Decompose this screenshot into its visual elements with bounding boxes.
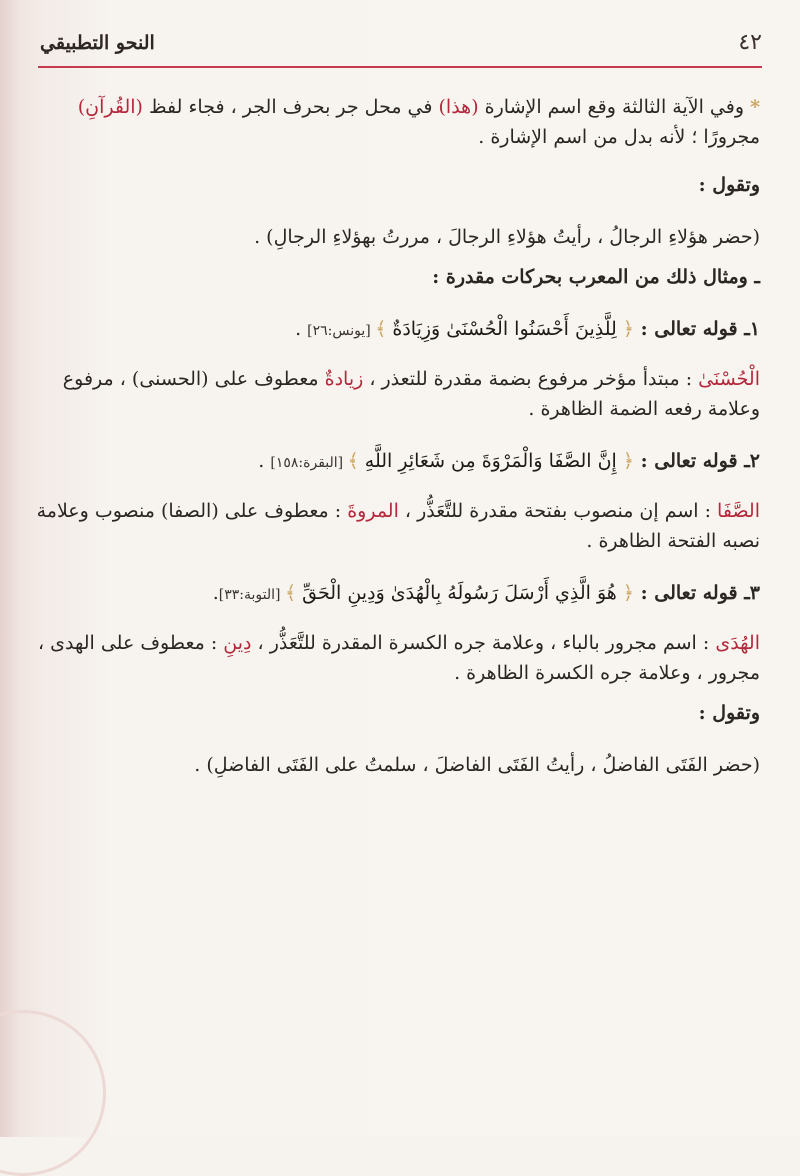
quran-bracket-close: ﴾ (375, 318, 393, 340)
highlighted-term: زيادةٌ (324, 368, 364, 390)
explanation-1 (34, 364, 760, 424)
page-body (34, 92, 760, 780)
verse-text: لِلَّذِينَ أَحْسَنُوا (508, 318, 623, 340)
example-label: ١ـ قوله تعالى : (634, 318, 760, 340)
text: : مبتدأ مؤخر مرفوع بضمة مقدرة للتعذر ، (363, 368, 699, 390)
running-title: النحو التطبيقي (40, 32, 155, 54)
text: وفي الآية الثالثة وقع اسم الإشارة (478, 96, 751, 118)
example-3 (34, 578, 760, 610)
verse-text: وَ (375, 582, 391, 604)
example-sentence: (حضر هؤلاءِ الرجالُ ، رأيتُ هؤلاءِ الرجالَ ، مررتُ بهؤلاءِ الرجالِ) . (254, 226, 760, 248)
highlighted-term: المروةَ (347, 500, 399, 522)
quran-bracket-open: ﴿ (622, 450, 634, 472)
example-1 (34, 314, 760, 346)
header-divider (38, 66, 762, 68)
example-2 (34, 446, 760, 478)
asterisk-marker: * (750, 96, 760, 118)
text: : اسم إن منصوب بفتحة مقدرة للتَّعَذُّر ، (398, 500, 718, 522)
verse-reference: [يونس:٢٦] (307, 323, 376, 339)
highlighted-term: (القُرآنِ) (77, 96, 143, 118)
example-sentence: (حضر الفَتَى الفاضلُ ، رأيتُ الفَتَى الفاضلَ ، سلمتُ على الفَتَى الفاضلِ) . (194, 754, 760, 776)
page-number: ٤٢ (738, 30, 762, 55)
verse-highlight: دِينِ (347, 582, 376, 604)
paragraph-note (34, 92, 760, 152)
explanation-2 (34, 496, 760, 556)
highlighted-term: (هذا) (438, 96, 479, 118)
page-binding-shadow (0, 0, 18, 1137)
text: : اسم مجرور بالباء ، وعلامة جره الكسرة المقدرة للتَّعَذُّر ، (251, 632, 716, 654)
example-label: ٣ـ قوله تعالى : (634, 582, 760, 604)
quran-bracket-open: ﴿ (622, 318, 634, 340)
quran-bracket-open: ﴿ (622, 582, 634, 604)
verse-text: هُوَ الَّذِي أَرْسَلَ رَسُولَهُ بِ (435, 582, 623, 604)
subheading-you-say: وتقول : (698, 702, 760, 724)
text: : معطوف على الهدى ، مجرور ، وعلامة جره الكسرة الظاهرة . (37, 632, 760, 684)
quran-bracket-close: ﴾ (347, 450, 365, 472)
quran-bracket-close: ﴾ (284, 582, 303, 604)
highlighted-term: الصَّفَا (717, 500, 760, 522)
explanation-3 (34, 628, 760, 688)
verse-highlight: الْهُدَىٰ (390, 582, 436, 604)
text: . (212, 582, 219, 604)
subheading-you-say: وتقول : (698, 174, 760, 196)
highlighted-term: الْحُسْنَىٰ (698, 368, 760, 390)
verse-text: إِنَّ (591, 450, 623, 472)
verse-reference: [البقرة:١٥٨] (270, 455, 348, 471)
text: مجرورًا ؛ لأنه بدل من اسم الإشارة . (478, 126, 760, 148)
highlighted-term: الهُدَى (715, 632, 760, 654)
text: في محل جر بحرف الجر ، فجاء لفظ (142, 96, 439, 118)
text: معطوف على (الحسنى) ، مرفوع وعلامة رفعه الضمة الظاهرة . (62, 368, 760, 420)
verse-highlight: الْحُسْنَىٰ وَزِيَادَةٌ (392, 318, 509, 340)
highlighted-term: دِينِ (223, 632, 252, 654)
verse-text: مِن شَعَائِرِ اللَّهِ (364, 450, 482, 472)
verse-highlight: الصَّفَا وَالْمَرْوَةَ (481, 450, 592, 472)
verse-reference: [التوبة:٣٣] (218, 587, 285, 603)
text: . (258, 450, 271, 472)
text: . (295, 318, 308, 340)
page-header (40, 30, 762, 66)
decorative-ornament (0, 1010, 106, 1176)
section-heading: ـ ومثال ذلك من المعرب بحركات مقدرة : (432, 266, 760, 288)
text: : معطوف على (الصفا) منصوب وعلامة نصبه الفتحة الظاهرة . (36, 500, 760, 552)
verse-text: الْحَقِّ (302, 582, 348, 604)
example-label: ٢ـ قوله تعالى : (634, 450, 760, 472)
